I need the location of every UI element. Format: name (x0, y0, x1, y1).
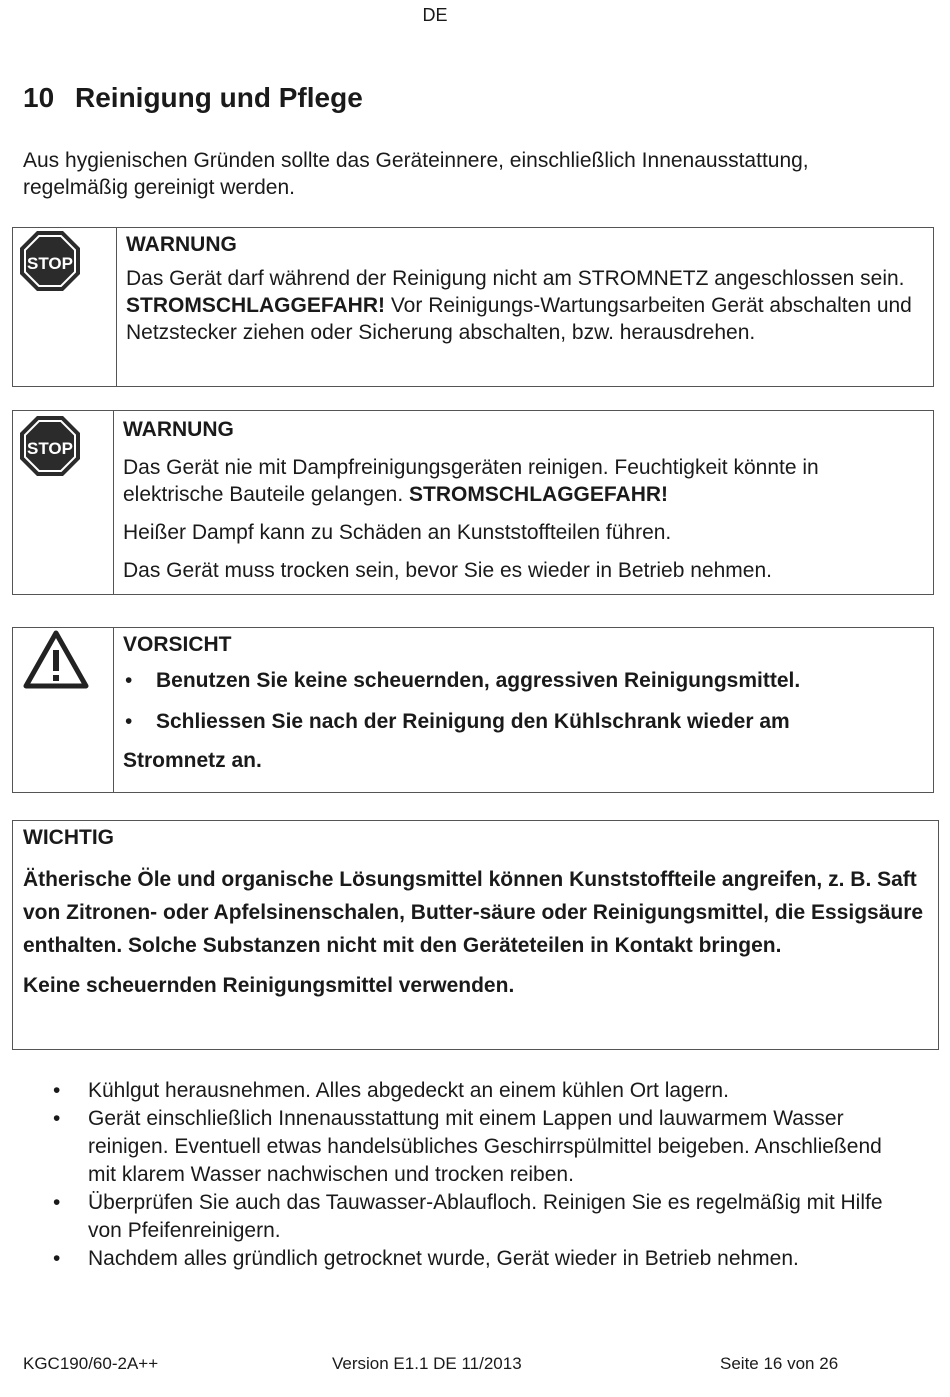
caution-title: VORSICHT (123, 633, 232, 656)
language-label: DE (422, 5, 448, 25)
section-title: Reinigung und Pflege (75, 82, 363, 113)
warning-title: WARNUNG (123, 418, 234, 441)
footer-page-number: Seite 16 von 26 (720, 1354, 839, 1373)
warning-text: Das Gerät darf während der Reinigung nicht am STROMNETZ angeschlossen sein. STROMSCHLAGGEFAHR! Vor Reinigungs-Wartungsarbeiten Gerät abschalten und Netzstecker ziehen oder Sicherung abschalten, bzw. herausdrehen. (126, 267, 912, 344)
footer-version: Version E1.1 DE 11/2013 (332, 1354, 522, 1373)
intro-line: Aus hygienischen Gründen sollte das Geräteinnere, einschließlich Innenausstattung, (23, 149, 809, 172)
section-number: 10 (23, 82, 55, 113)
list-item: • Benutzen Sie keine scheuernden, aggressiven Reinigungsmittel. (123, 660, 923, 701)
caution-content (123, 630, 923, 780)
section-heading (23, 82, 363, 114)
intro-line: regelmäßig gereinigt werden. (23, 176, 295, 199)
intro-text (23, 147, 923, 201)
bullet-icon: • (53, 1191, 61, 1214)
bullet-icon: • (53, 1247, 61, 1270)
bullet-icon: • (53, 1107, 61, 1130)
svg-text:STOP: STOP (27, 439, 73, 458)
important-content (23, 823, 928, 1002)
bullet-icon: • (53, 1079, 61, 1102)
box-divider (116, 228, 117, 386)
warning-title: WARNUNG (126, 233, 237, 256)
warning-text: Das Gerät muss trocken sein, bevor Sie es wieder in Betrieb nehmen. (123, 559, 772, 582)
important-title: WICHTIG (23, 826, 114, 849)
list-item: • Schliessen Sie nach der Reinigung den Kühlschrank wieder am (123, 701, 923, 742)
list-item: • Überprüfen Sie auch das Tauwasser-Ablaufloch. Reinigen Sie es regelmäßig mit Hilfe von Pfeifenreinigern. (53, 1191, 883, 1242)
important-box (12, 820, 939, 1050)
cleaning-steps-list (53, 1077, 913, 1273)
list-item: • Kühlgut herausnehmen. Alles abgedeckt an einem kühlen Ort lagern. (53, 1077, 913, 1105)
warning-text: Das Gerät nie mit Dampfreinigungsgeräten reinigen. Feuchtigkeit könnte in elektrische Bauteile gelangen. STROMSCHLAGGEFAHR! (123, 456, 819, 506)
box-divider (113, 628, 114, 792)
important-text: Ätherische Öle und organische Lösungsmittel können Kunststoffteile angreifen, z. B. Saft von Zitronen- oder Apfelsinenschalen, Butter-säure oder Reinigungsmittel, die Essigsäure enthalten. Solche Substanzen nicht mit den Geräteteilen in Kontakt bringen. (23, 868, 924, 957)
warning-box-power (12, 227, 934, 387)
shock-hazard-label: STROMSCHLAGGEFAHR! (126, 294, 385, 317)
warning-box-steam (12, 410, 934, 595)
box-divider (113, 411, 114, 594)
warning-triangle-icon (23, 630, 89, 695)
footer-model: KGC190/60-2A++ (23, 1354, 159, 1373)
stop-sign-icon (19, 415, 81, 482)
warning-content (123, 416, 923, 584)
svg-text:STOP: STOP (27, 254, 73, 273)
warning-text: Heißer Dampf kann zu Schäden an Kunststoffteilen führen. (123, 521, 672, 544)
caution-box (12, 627, 934, 793)
warning-content (126, 231, 926, 346)
shock-hazard-label: STROMSCHLAGGEFAHR! (409, 483, 669, 506)
list-item: • Gerät einschließlich Innenausstattung mit einem Lappen und lauwarmem Wasser reinigen. Eventuell etwas handelsübliches Geschirrspülmittel beigeben. Anschließend mit klarem Wasser nachwischen und trocken reiben. (53, 1107, 882, 1186)
important-text: Keine scheuernden Reinigungsmittel verwenden. (23, 974, 515, 997)
stop-sign-icon (19, 230, 81, 297)
list-item-continuation: Stromnetz an. (123, 749, 262, 772)
list-item: • Nachdem alles gründlich getrocknet wurde, Gerät wieder in Betrieb nehmen. (53, 1245, 913, 1273)
